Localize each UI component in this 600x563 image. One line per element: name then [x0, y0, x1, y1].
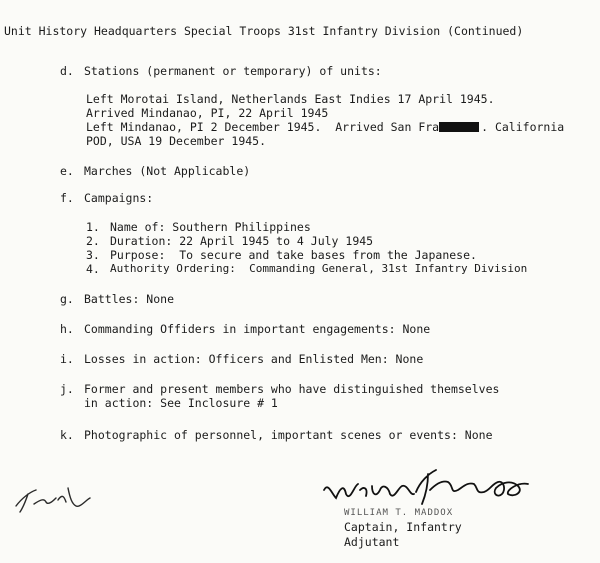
campaign-item-3-text: Purpose: To secure and take bases from the Japanese.	[110, 248, 477, 262]
redaction-mark	[439, 122, 479, 132]
signer-title: Adjutant	[344, 535, 400, 549]
campaign-item-1-text: Name of: Southern Philippines	[110, 220, 311, 234]
campaign-item-2-num: 2.	[86, 234, 100, 248]
section-k-text: Photographic of personnel, important scenes or events: None	[84, 428, 493, 442]
signer-rank: Captain, Infantry	[344, 520, 462, 534]
section-f-label: f.	[60, 191, 74, 205]
section-e-text: Marches (Not Applicable)	[84, 164, 251, 178]
section-j-line2: in action: See Inclosure # 1	[84, 396, 278, 410]
section-g-label: g.	[60, 292, 74, 306]
section-f-title: Campaigns:	[84, 191, 154, 205]
campaign-item-1-num: 1.	[86, 220, 100, 234]
station-line-3-text: Left Mindanao, PI 2 December 1945. Arrived San Fra	[86, 120, 440, 134]
campaign-item-4-num: 4.	[86, 262, 100, 276]
section-j-label: j.	[60, 382, 74, 396]
section-h-text: Commanding Offiders in important engagements: None	[84, 322, 431, 336]
section-h-label: h.	[60, 322, 74, 336]
document-header: Unit History Headquarters Special Troops 31st Infantry Division (Continued)	[4, 24, 524, 38]
section-g-text: Battles: None	[84, 292, 175, 306]
signer-name: WILLIAM T. MADDOX	[344, 508, 454, 518]
station-line-4: POD, USA 19 December 1945.	[86, 134, 267, 148]
section-d-title: Stations (permanent or temporary) of units:	[84, 64, 382, 78]
station-line-1: Left Morotai Island, Netherlands East Indies 17 April 1945.	[86, 92, 495, 106]
section-i-text: Losses in action: Officers and Enlisted Men: None	[84, 352, 424, 366]
signature	[318, 464, 543, 512]
section-i-label: i.	[60, 352, 74, 366]
handwritten-initials	[10, 478, 100, 518]
section-e-label: e.	[60, 164, 74, 178]
campaign-item-3-num: 3.	[86, 248, 100, 262]
section-j-line1: Former and present members who have distinguished themselves	[84, 382, 500, 396]
station-line-3-tail: . California	[481, 120, 565, 134]
section-d-label: d.	[60, 64, 74, 78]
campaign-item-2-text: Duration: 22 April 1945 to 4 July 1945	[110, 234, 374, 248]
station-line-3	[86, 120, 564, 134]
section-k-label: k.	[60, 428, 74, 442]
station-line-2: Arrived Mindanao, PI, 22 April 1945	[86, 106, 329, 120]
campaign-item-4-text: Authority Ordering: Commanding General, 31st Infantry Division	[110, 262, 528, 275]
